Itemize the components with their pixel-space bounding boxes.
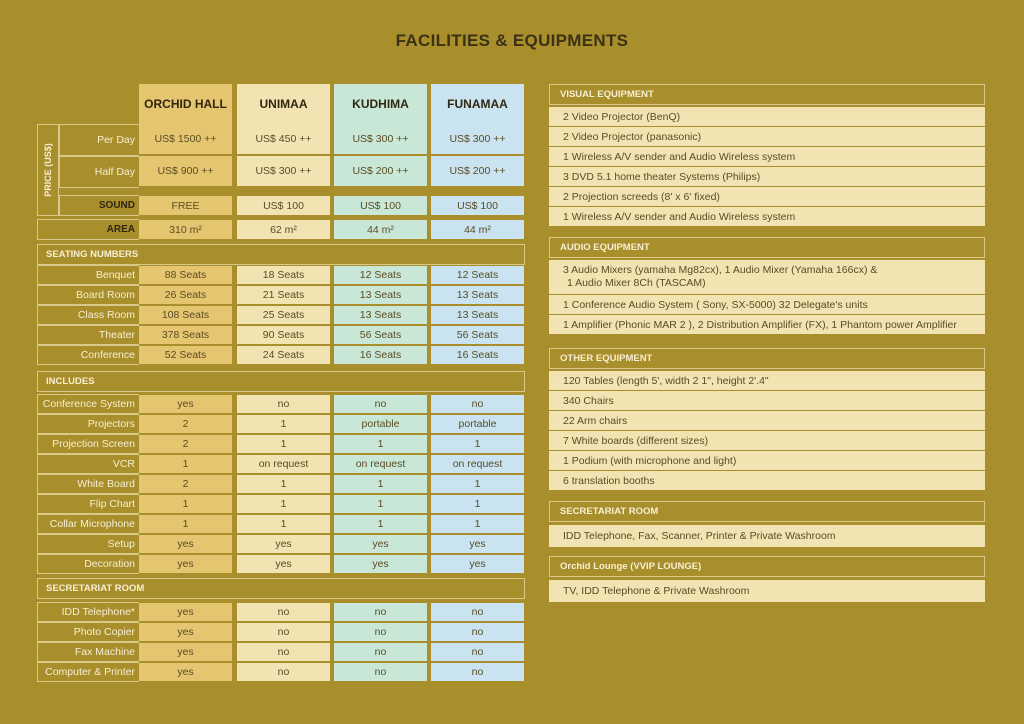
row-label: VCR xyxy=(37,454,139,474)
table-cell: US$ 100 xyxy=(334,196,427,215)
table-cell: 1 xyxy=(139,455,232,473)
table-cell: 13 Seats xyxy=(334,306,427,324)
table-cell: 16 Seats xyxy=(334,346,427,364)
table-cell: FREE xyxy=(139,196,232,215)
row-label: Setup xyxy=(37,534,139,554)
equipment-item: 2 Projection screeds (8' x 6' fixed) xyxy=(549,187,985,206)
equipment-item: 1 Amplifier (Phonic MAR 2 ), 2 Distribution Amplifier (FX), 1 Phantom power Amplifier xyxy=(549,315,985,334)
table-cell: 16 Seats xyxy=(431,346,524,364)
table-cell: yes xyxy=(139,643,232,661)
table-cell: yes xyxy=(139,395,232,413)
equipment-item-line: 3 Audio Mixers (yamaha Mg82cx), 1 Audio Mixer (Yamaha 166cx) & xyxy=(563,264,878,276)
table-cell: 310 m² xyxy=(139,220,232,239)
row-label: Theater xyxy=(37,325,139,345)
row-label: Per Day xyxy=(59,124,139,156)
table-cell: 13 Seats xyxy=(431,286,524,304)
table-cell: no xyxy=(334,603,427,621)
equipment-item: 6 translation booths xyxy=(549,471,985,490)
table-cell: 44 m² xyxy=(431,220,524,239)
table-cell: 12 Seats xyxy=(334,266,427,284)
table-cell: 378 Seats xyxy=(139,326,232,344)
table-cell: no xyxy=(237,643,330,661)
equipment-item: 1 Wireless A/V sender and Audio Wireless system xyxy=(549,147,985,166)
price-label xyxy=(37,124,59,216)
equipment-item: 120 Tables (length 5', width 2 1", height 2'.4" xyxy=(549,371,985,390)
table-cell: no xyxy=(431,643,524,661)
equipment-item: TV, IDD Telephone & Private Washroom xyxy=(549,580,985,602)
table-cell: 1 xyxy=(431,435,524,453)
table-cell: US$ 900 ++ xyxy=(139,156,232,186)
table-cell: no xyxy=(431,663,524,681)
row-label: Collar Microphone xyxy=(37,514,139,534)
table-cell: no xyxy=(237,663,330,681)
row-label: Half Day xyxy=(59,156,139,188)
table-cell: US$ 200 ++ xyxy=(431,156,524,186)
row-label: Fax Machine xyxy=(37,642,139,662)
table-cell: portable xyxy=(334,415,427,433)
table-cell: yes xyxy=(237,535,330,553)
column-header: FUNAMAA xyxy=(431,84,524,124)
table-cell: US$ 1500 ++ xyxy=(139,124,232,154)
table-cell: no xyxy=(237,603,330,621)
table-cell: 26 Seats xyxy=(139,286,232,304)
table-cell: no xyxy=(237,623,330,641)
table-cell: 1 xyxy=(139,495,232,513)
table-cell: US$ 300 ++ xyxy=(431,124,524,154)
table-cell: US$ 100 xyxy=(237,196,330,215)
table-cell: 90 Seats xyxy=(237,326,330,344)
column-header: UNIMAA xyxy=(237,84,330,124)
equipment-item: 1 Podium (with microphone and light) xyxy=(549,451,985,470)
row-label: SOUND xyxy=(59,195,139,216)
equipment-item: 1 Conference Audio System ( Sony, SX-5000) 32 Delegate's units xyxy=(549,295,985,314)
table-cell: yes xyxy=(139,555,232,573)
row-label: Conference xyxy=(37,345,139,365)
row-label: Decoration xyxy=(37,554,139,574)
equipment-item: 2 Video Projector (BenQ) xyxy=(549,107,985,126)
table-cell: no xyxy=(334,623,427,641)
table-cell: 2 xyxy=(139,475,232,493)
table-cell: 1 xyxy=(237,415,330,433)
table-cell: on request xyxy=(334,455,427,473)
equipment-item: IDD Telephone, Fax, Scanner, Printer & Private Washroom xyxy=(549,525,985,547)
table-cell: yes xyxy=(334,535,427,553)
equipment-item: 3 DVD 5.1 home theater Systems (Philips) xyxy=(549,167,985,186)
section-heading: SEATING NUMBERS xyxy=(37,244,525,265)
table-cell: 13 Seats xyxy=(431,306,524,324)
table-cell: 1 xyxy=(334,435,427,453)
equipment-item: 22 Arm chairs xyxy=(549,411,985,430)
table-cell: 12 Seats xyxy=(431,266,524,284)
row-label: White Board xyxy=(37,474,139,494)
column-header: ORCHID HALL xyxy=(139,84,232,124)
table-cell: 108 Seats xyxy=(139,306,232,324)
table-cell: no xyxy=(334,643,427,661)
table-cell: 1 xyxy=(237,475,330,493)
table-cell: US$ 300 ++ xyxy=(334,124,427,154)
section-heading: SECRETARIAT ROOM xyxy=(37,578,525,599)
table-cell: yes xyxy=(139,663,232,681)
table-cell: no xyxy=(431,603,524,621)
section-heading: INCLUDES xyxy=(37,371,525,392)
equipment-heading: VISUAL EQUIPMENT xyxy=(549,84,985,105)
column-header: KUDHIMA xyxy=(334,84,427,124)
equipment-heading: AUDIO EQUIPMENT xyxy=(549,237,985,258)
table-cell: 62 m² xyxy=(237,220,330,239)
table-cell: US$ 300 ++ xyxy=(237,156,330,186)
row-label: Projection Screen xyxy=(37,434,139,454)
page-title: FACILITIES & EQUIPMENTS xyxy=(395,31,629,50)
table-cell: yes xyxy=(139,603,232,621)
equipment-heading: Orchid Lounge (VVIP LOUNGE) xyxy=(549,556,985,577)
table-cell: yes xyxy=(334,555,427,573)
table-cell: 1 xyxy=(334,515,427,533)
row-label: Class Room xyxy=(37,305,139,325)
table-cell: 1 xyxy=(334,495,427,513)
table-cell: no xyxy=(237,395,330,413)
table-cell: 88 Seats xyxy=(139,266,232,284)
table-cell: US$ 100 xyxy=(431,196,524,215)
table-cell: 1 xyxy=(431,475,524,493)
row-label: AREA xyxy=(37,219,139,240)
table-cell: no xyxy=(334,663,427,681)
table-cell: on request xyxy=(431,455,524,473)
equipment-item: 1 Wireless A/V sender and Audio Wireless system xyxy=(549,207,985,226)
equipment-item: 7 White boards (different sizes) xyxy=(549,431,985,450)
table-cell: 56 Seats xyxy=(334,326,427,344)
table-cell: yes xyxy=(431,555,524,573)
equipment-item xyxy=(549,260,985,294)
table-cell: no xyxy=(431,623,524,641)
table-cell: yes xyxy=(237,555,330,573)
table-cell: 1 xyxy=(237,495,330,513)
table-cell: 1 xyxy=(237,435,330,453)
table-cell: 44 m² xyxy=(334,220,427,239)
table-cell: 1 xyxy=(334,475,427,493)
table-cell: 1 xyxy=(431,495,524,513)
equipment-heading: SECRETARIAT ROOM xyxy=(549,501,985,522)
table-cell: yes xyxy=(139,623,232,641)
table-cell: 2 xyxy=(139,435,232,453)
equipment-item: 340 Chairs xyxy=(549,391,985,410)
table-cell: 24 Seats xyxy=(237,346,330,364)
table-cell: 1 xyxy=(431,515,524,533)
table-cell: 25 Seats xyxy=(237,306,330,324)
table-cell: US$ 450 ++ xyxy=(237,124,330,154)
table-cell: no xyxy=(431,395,524,413)
table-cell: US$ 200 ++ xyxy=(334,156,427,186)
table-cell: 56 Seats xyxy=(431,326,524,344)
row-label: Flip Chart xyxy=(37,494,139,514)
row-label: Projectors xyxy=(37,414,139,434)
row-label: Computer & Printer xyxy=(37,662,139,682)
row-label: Benquet xyxy=(37,265,139,285)
table-cell: 1 xyxy=(139,515,232,533)
table-cell: portable xyxy=(431,415,524,433)
equipment-heading: OTHER EQUIPMENT xyxy=(549,348,985,369)
table-cell: yes xyxy=(431,535,524,553)
row-label: Photo Copier xyxy=(37,622,139,642)
table-cell: 2 xyxy=(139,415,232,433)
table-cell: 13 Seats xyxy=(334,286,427,304)
table-cell: no xyxy=(334,395,427,413)
row-label: Board Room xyxy=(37,285,139,305)
table-cell: 52 Seats xyxy=(139,346,232,364)
price-label-text: PRICE (US$) xyxy=(43,143,54,197)
table-cell: 18 Seats xyxy=(237,266,330,284)
row-label: Conference System xyxy=(37,394,139,414)
table-cell: yes xyxy=(139,535,232,553)
equipment-item: 2 Video Projector (panasonic) xyxy=(549,127,985,146)
table-cell: 1 xyxy=(237,515,330,533)
row-label: IDD Telephone* xyxy=(37,602,139,622)
table-cell: 21 Seats xyxy=(237,286,330,304)
table-cell: on request xyxy=(237,455,330,473)
equipment-item-line: 1 Audio Mixer 8Ch (TASCAM) xyxy=(567,277,706,289)
